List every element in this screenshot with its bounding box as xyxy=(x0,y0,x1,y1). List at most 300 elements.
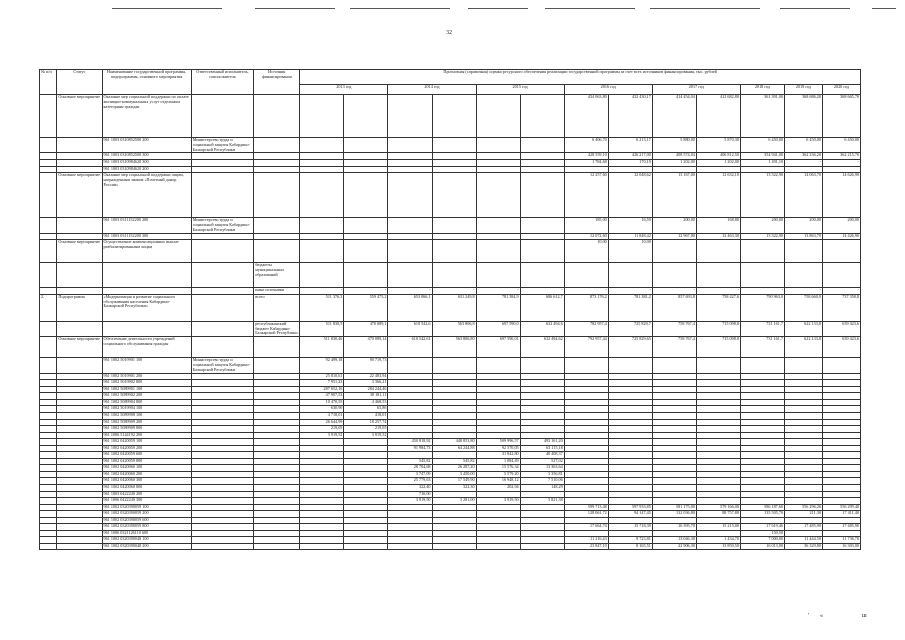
cell-value: 563 806,8 xyxy=(432,321,476,336)
cell-value: 4 468,53 xyxy=(344,399,388,406)
cell-value: 631 249,8 xyxy=(432,294,476,321)
cell-code: 961 1002 0320390059 800 xyxy=(102,524,191,531)
cell-code xyxy=(102,263,191,288)
cell-value: 563 806,80 xyxy=(432,337,476,358)
cell-value: 3 821,38 xyxy=(520,498,564,505)
cell-no xyxy=(40,358,57,373)
cell-value: 361 391,00 xyxy=(740,95,784,138)
table-row xyxy=(40,294,861,321)
cell-status: Основное мероприятие xyxy=(57,173,102,218)
cell-value: 17 664,74 xyxy=(564,524,608,531)
cell-value: 790 963,0 xyxy=(740,294,784,321)
cell-status xyxy=(57,543,102,550)
table-row xyxy=(40,173,861,218)
cell-value xyxy=(520,95,564,138)
cell-executor: Министерство труда и социальной защиты Кабардино-Балкарской Республики xyxy=(191,358,254,373)
cell-value: 758 427,6 xyxy=(696,294,740,321)
cell-value: 25 810,61 xyxy=(300,373,344,380)
cell-code: 961 1002 0420060 800 xyxy=(102,484,191,491)
cell-code: 961 1002 0320390059 600 xyxy=(102,517,191,524)
cell-code xyxy=(102,321,191,336)
cell-code: 961 1002 5089904 800 xyxy=(102,399,191,406)
cell-source: всего xyxy=(254,294,300,321)
cell-value xyxy=(344,543,388,550)
cell-code: 961 1002 5089909 200 xyxy=(102,419,191,426)
cell-value: 7 510,06 xyxy=(520,478,564,485)
cell-value: 873 176,2 xyxy=(564,294,608,321)
top-rule xyxy=(112,8,222,9)
cell-value: 586 187,60 xyxy=(740,504,784,511)
cell-value: 13 363,64 xyxy=(520,465,564,472)
cell-value: 715 098,8 xyxy=(696,321,740,336)
cell-value xyxy=(520,358,564,373)
cell-value: 90 719,73 xyxy=(344,358,388,373)
cell-value xyxy=(822,358,860,373)
cell-value: 3 366,21 xyxy=(344,380,388,387)
cell-value: 511 830,46 xyxy=(300,337,344,358)
table-row xyxy=(40,543,861,550)
cell-code: 961 1006 0422240 300 xyxy=(102,498,191,505)
cell-value: 10,00 xyxy=(608,240,652,263)
cell-source: иные источники xyxy=(254,288,300,295)
cell-value: 219,05 xyxy=(344,426,388,433)
cell-no: 2. xyxy=(40,294,57,321)
cell-value xyxy=(344,173,388,218)
cell-code: 961 1002 5089909 800 xyxy=(102,426,191,433)
cell-value: - xyxy=(520,288,564,295)
cell-value: 12 967,00 xyxy=(652,233,696,240)
cell-no xyxy=(40,240,57,263)
top-rule xyxy=(780,8,850,9)
cell-source xyxy=(254,95,300,138)
cell-name: «Модернизация и развитие социального обслуживания населения Кабардино-Балкарской Республики» xyxy=(102,294,191,321)
cell-value: 697 590,0 xyxy=(476,321,520,336)
cell-value: - xyxy=(608,288,652,295)
top-rule xyxy=(255,8,335,9)
header-source: Источник финансирования xyxy=(254,70,300,95)
cell-value: 13 863,70 xyxy=(785,233,823,240)
top-rule xyxy=(545,8,635,9)
cell-value: 148,29 xyxy=(520,484,564,491)
cell-code: 961 1006 0321126110 600 xyxy=(102,530,191,537)
cell-code: 961 1002 0320390048 100 xyxy=(102,537,191,544)
header-year: 2014 год xyxy=(388,85,476,95)
cell-value xyxy=(388,240,432,263)
cell-value xyxy=(652,263,696,288)
cell-value: 731 161,7 xyxy=(740,321,784,336)
cell-value: 13 167,00 xyxy=(652,173,696,218)
cell-value xyxy=(432,138,476,153)
cell-value: 28 704,68 xyxy=(388,465,432,472)
cell-value: 857 693,8 xyxy=(652,294,696,321)
cell-value: - xyxy=(822,288,860,295)
cell-value: 8 165,51 xyxy=(608,543,652,550)
cell-code: 961 1006 5144192 200 xyxy=(102,432,191,439)
cell-value xyxy=(822,240,860,263)
header-year: 2020 год xyxy=(822,85,860,95)
cell-value: 579 166,00 xyxy=(696,504,740,511)
cell-value xyxy=(388,95,432,138)
cell-executor: Министерство труда и социальной защиты Кабардино-Балкарской Республики xyxy=(191,138,254,153)
cell-value: 493 161,20 xyxy=(520,439,564,446)
cell-value: 639 423,6 xyxy=(822,337,860,358)
cell-value: 7 000,00 xyxy=(740,537,784,544)
cell-value: 12 048,62 xyxy=(608,173,652,218)
cell-value: 91 984,73 xyxy=(388,445,432,452)
table-row xyxy=(40,263,861,288)
cell-executor: Министерство труда и социальной защиты Кабардино-Балкарской Республики xyxy=(191,218,254,233)
cell-value: 200,00 xyxy=(822,218,860,233)
cell-name: Оказание мер социальной поддержки по оплате жилищно-коммунальных услуг отдельным категориям граждан xyxy=(102,95,191,138)
cell-value: 3 919,50 xyxy=(476,498,520,505)
cell-value: - xyxy=(388,288,432,295)
cell-value xyxy=(300,543,344,550)
cell-value xyxy=(300,138,344,153)
cell-value: 135 505,70 xyxy=(740,511,784,518)
cell-executor xyxy=(191,173,254,218)
cell-value: 6 213,17 xyxy=(608,138,652,153)
cell-value: - xyxy=(740,288,784,295)
cell-value: 202,94 xyxy=(476,484,520,491)
cell-code: 961 1002 0320390059 200 xyxy=(102,511,191,518)
cell-value: 470 089,14 xyxy=(344,337,388,358)
cell-code: 961 1002 5089902 200 xyxy=(102,393,191,400)
cell-name: Обеспечение деятельности учреждений социального обслуживания граждан xyxy=(102,337,191,358)
cell-value: 322,40 xyxy=(388,484,432,491)
cell-value: 470 089,1 xyxy=(344,321,388,336)
cell-value: 47 907,53 xyxy=(300,393,344,400)
cell-value: 10,00 xyxy=(564,240,608,263)
cell-code: 961 1002 0420059 600 xyxy=(102,452,191,459)
cell-value: 22 906,30 xyxy=(652,543,696,550)
cell-no xyxy=(40,543,57,550)
table-row xyxy=(40,358,861,373)
cell-value: 17 619,46 xyxy=(740,524,784,531)
cell-value: 6 406,70 xyxy=(564,138,608,153)
cell-value: 3 281,00 xyxy=(432,498,476,505)
top-rule xyxy=(350,8,450,9)
cell-value: 408 574,04 xyxy=(652,153,696,160)
cell-code: 961 1002 5019901 200 xyxy=(102,373,191,380)
cell-value xyxy=(432,358,476,373)
cell-value xyxy=(300,173,344,218)
cell-value: 725 829,7 xyxy=(608,321,652,336)
cell-value: 368 665,70 xyxy=(822,95,860,138)
cell-value xyxy=(388,358,432,373)
cell-source xyxy=(254,218,300,233)
cell-status xyxy=(57,263,102,288)
cell-value: 13 046,30 xyxy=(652,537,696,544)
cell-code: 961 1003 0311152200 300 xyxy=(102,233,191,240)
cell-value xyxy=(785,358,823,373)
cell-status xyxy=(57,358,102,373)
cell-value: 362 215,70 xyxy=(822,153,860,160)
cell-value: 509 996,57 xyxy=(476,439,520,446)
header-status: Статус xyxy=(57,70,102,95)
cell-value: 450 818,92 xyxy=(388,439,432,446)
cell-value: 200,00 xyxy=(740,218,784,233)
cell-value: 38 181,11 xyxy=(344,393,388,400)
cell-value: 284 244,46 xyxy=(344,386,388,393)
cell-value: 40 408,37 xyxy=(520,452,564,459)
cell-value: 322,30 xyxy=(432,484,476,491)
cell-value: 545,82 xyxy=(432,458,476,465)
cell-value: - xyxy=(432,288,476,295)
cell-value xyxy=(388,543,432,550)
cell-value xyxy=(785,263,823,288)
table-row xyxy=(40,321,861,336)
cell-value: 697 590,01 xyxy=(476,337,520,358)
cell-code: 961 1002 0420059 800 xyxy=(102,458,191,465)
cell-value: 639 423,6 xyxy=(822,321,860,336)
cell-value: 559 475,2 xyxy=(344,294,388,321)
footer-mark: « xyxy=(820,613,823,619)
cell-value: 622 133,8 xyxy=(785,337,823,358)
header-year: 2016 год xyxy=(564,85,652,95)
cell-value: 3 747,09 xyxy=(388,471,432,478)
cell-value xyxy=(344,263,388,288)
cell-value xyxy=(476,263,520,288)
cell-value xyxy=(652,240,696,263)
cell-value: - xyxy=(785,160,823,167)
cell-value: 412 682,80 xyxy=(696,95,740,138)
cell-code: 961 1002 5019904 100 xyxy=(102,406,191,413)
cell-value: 686 612,7 xyxy=(520,294,564,321)
cell-code: 961 1003 0310852500 300 xyxy=(102,153,191,160)
cell-value: 17 485,90 xyxy=(785,524,823,531)
cell-value: 17 411,40 xyxy=(822,511,860,518)
cell-source xyxy=(254,358,300,373)
cell-value: 632 494,6 xyxy=(520,321,564,336)
cell-value: 9 723,81 xyxy=(608,537,652,544)
cell-value: - xyxy=(696,288,740,295)
cell-value xyxy=(432,173,476,218)
cell-value: 16 303,00 xyxy=(822,543,860,550)
cell-no xyxy=(40,95,57,138)
cell-value: 632 494,62 xyxy=(520,337,564,358)
cell-value: 150,50 xyxy=(740,530,784,537)
cell-code: 961 1003 0310852500 200 xyxy=(102,138,191,153)
cell-source xyxy=(254,240,300,263)
cell-value: 16,59 xyxy=(608,218,652,233)
cell-value: 170,19 xyxy=(608,160,652,167)
cell-value: 25 779,63 xyxy=(388,478,432,485)
cell-value xyxy=(432,218,476,233)
cell-value: 1 491,10 xyxy=(740,160,784,167)
cell-value xyxy=(608,263,652,288)
cell-value: 418,01 xyxy=(344,412,388,419)
cell-code: 961 1003 0422240 200 xyxy=(102,491,191,498)
cell-value xyxy=(785,240,823,263)
cell-value: 92 570,05 xyxy=(476,445,520,452)
table-row xyxy=(40,138,861,153)
cell-value: 5 880,00 xyxy=(652,138,696,153)
cell-no xyxy=(40,138,57,153)
cell-value: 26 644,99 xyxy=(300,419,344,426)
cell-value: 219,05 xyxy=(300,426,344,433)
cell-value: 92 499,18 xyxy=(300,358,344,373)
footer-mark: ш xyxy=(862,613,867,619)
cell-value: 556 296,26 xyxy=(785,504,823,511)
cell-value: 16 948,12 xyxy=(476,478,520,485)
cell-value: - xyxy=(300,288,344,295)
cell-value xyxy=(696,358,740,373)
cell-value: 185,00 xyxy=(564,218,608,233)
cell-value: 758 660,9 xyxy=(785,294,823,321)
cell-value xyxy=(696,263,740,288)
cell-code: 961 1002 0420060 100 xyxy=(102,465,191,472)
cell-value: 94 147,45 xyxy=(608,511,652,518)
cell-executor xyxy=(191,263,254,288)
cell-value: 599 713,48 xyxy=(564,504,608,511)
cell-value: 1 434,70 xyxy=(696,537,740,544)
cell-value: 6 450,00 xyxy=(740,138,784,153)
cell-value: 3 919,50 xyxy=(388,498,432,505)
cell-value: 11 444,50 xyxy=(785,537,823,544)
cell-value xyxy=(520,173,564,218)
cell-value: 527,02 xyxy=(520,458,564,465)
cell-value xyxy=(432,543,476,550)
cell-value: - xyxy=(822,160,860,167)
cell-status xyxy=(57,138,102,153)
cell-value: 792 957,44 xyxy=(564,337,608,358)
cell-value: 168,80 xyxy=(696,218,740,233)
cell-value xyxy=(520,138,564,153)
cell-value: 758 767,4 xyxy=(652,321,696,336)
cell-value xyxy=(608,358,652,373)
cell-value: 432 430,17 xyxy=(608,95,652,138)
cell-code: 961 1003 0310984620 200 xyxy=(102,166,191,173)
cell-value: 14 063,70 xyxy=(785,173,823,218)
cell-value: 5 870,30 xyxy=(696,138,740,153)
cell-value: 1 202,00 xyxy=(696,160,740,167)
cell-executor xyxy=(191,95,254,138)
cell-value xyxy=(652,358,696,373)
cell-value: 200,00 xyxy=(785,218,823,233)
cell-value: 11 736,70 xyxy=(822,537,860,544)
cell-value: 545,82 xyxy=(388,458,432,465)
cell-value: 1 784,68 xyxy=(564,160,608,167)
cell-value: 1 202,00 xyxy=(652,160,696,167)
cell-value xyxy=(740,263,784,288)
cell-status xyxy=(57,218,102,233)
cell-value: 5 579,20 xyxy=(476,471,520,478)
cell-value: 434 063,80 xyxy=(564,95,608,138)
cell-status: Подпрограмма xyxy=(57,294,102,321)
cell-value: 13 850,50 xyxy=(696,543,740,550)
cell-value: 581 175,00 xyxy=(652,504,696,511)
cell-code: 961 1002 0420060 300 xyxy=(102,478,191,485)
cell-executor xyxy=(191,240,254,263)
cell-value: 737 358,8 xyxy=(822,294,860,321)
table-body xyxy=(40,95,861,550)
cell-value: 1 084,49 xyxy=(476,458,520,465)
cell-value: 653 066,1 xyxy=(388,294,432,321)
cell-value: 12 463,30 xyxy=(696,233,740,240)
cell-value: 13 522,90 xyxy=(740,173,784,218)
cell-value: 63 115,18 xyxy=(520,445,564,452)
cell-value: 6 450,00 xyxy=(822,138,860,153)
cell-value xyxy=(388,218,432,233)
cell-value: 448 853,80 xyxy=(432,439,476,446)
cell-value xyxy=(300,240,344,263)
cell-code: 961 1002 5089908 100 xyxy=(102,412,191,419)
cell-value: 211,30 xyxy=(785,511,823,518)
cell-value xyxy=(696,240,740,263)
header-year: 2017 год xyxy=(652,85,740,95)
cell-value: 4 718,01 xyxy=(300,412,344,419)
cell-value: 362 236,20 xyxy=(785,153,823,160)
cell-value xyxy=(564,358,608,373)
cell-code: 961 1002 0420059 100 xyxy=(102,439,191,446)
cell-value xyxy=(740,358,784,373)
cell-value: - xyxy=(344,288,388,295)
cell-value: 10 470,55 xyxy=(300,399,344,406)
cell-value xyxy=(300,263,344,288)
header-year: 2019 год xyxy=(785,85,823,95)
cell-executor xyxy=(191,337,254,358)
table-row xyxy=(40,95,861,138)
cell-value: 622 133,8 xyxy=(785,321,823,336)
cell-value: 511 830,5 xyxy=(300,321,344,336)
cell-executor xyxy=(191,321,254,336)
header-name: Наименование государственной программы, подпрограммы, основного мероприятия xyxy=(102,70,191,95)
cell-value xyxy=(388,138,432,153)
cell-value xyxy=(740,240,784,263)
cell-source: республиканский бюджет Кабардино-Балкарской Республики xyxy=(254,321,300,336)
cell-no xyxy=(40,173,57,218)
cell-value: 132 036,80 xyxy=(652,511,696,518)
header-year: 2018 год xyxy=(740,85,784,95)
cell-value: 200,00 xyxy=(652,218,696,233)
cell-value xyxy=(520,543,564,550)
cell-value: 731 161,7 xyxy=(740,337,784,358)
cell-code: 961 1003 0311152200 200 xyxy=(102,218,191,233)
cell-value: 15 215,00 xyxy=(696,524,740,531)
cell-value: 3 919,52 xyxy=(300,432,344,439)
cell-value xyxy=(520,218,564,233)
cell-value xyxy=(476,358,520,373)
footer-mark: ' xyxy=(808,613,810,619)
cell-value: 287 652,16 xyxy=(300,386,344,393)
cell-value xyxy=(476,543,520,550)
cell-value xyxy=(300,95,344,138)
cell-source xyxy=(254,543,300,550)
cell-value: - xyxy=(785,288,823,295)
cell-value xyxy=(344,138,388,153)
header-forecast: Прогнозная (справочная) оценка ресурсного обеспечения реализации государственной программы за счет всех источников финансирования, тыс. рублей xyxy=(300,70,861,85)
cell-value: 414 454,04 xyxy=(652,95,696,138)
header-no: № п/п xyxy=(40,70,57,95)
cell-code: 961 1002 0320390048 200 xyxy=(102,543,191,550)
cell-value: 16 013,00 xyxy=(740,543,784,550)
header-year: 2013 год xyxy=(300,85,388,95)
cell-value: 15 718,39 xyxy=(608,524,652,531)
cell-source xyxy=(254,337,300,358)
cell-value: 782 957,4 xyxy=(564,321,608,336)
cell-code: 961 1002 0420059 200 xyxy=(102,445,191,452)
cell-value: 597 933,85 xyxy=(608,504,652,511)
cell-value: 13 322,90 xyxy=(740,233,784,240)
cell-value xyxy=(432,95,476,138)
cell-value: 758 767,4 xyxy=(652,337,696,358)
cell-value xyxy=(476,240,520,263)
cell-value: 26 287,20 xyxy=(432,465,476,472)
cell-value: 64 244,88 xyxy=(432,445,476,452)
cell-code: 961 1002 0320390059 100 xyxy=(102,504,191,511)
cell-value: 17 485,90 xyxy=(822,524,860,531)
cell-value: - xyxy=(476,288,520,295)
